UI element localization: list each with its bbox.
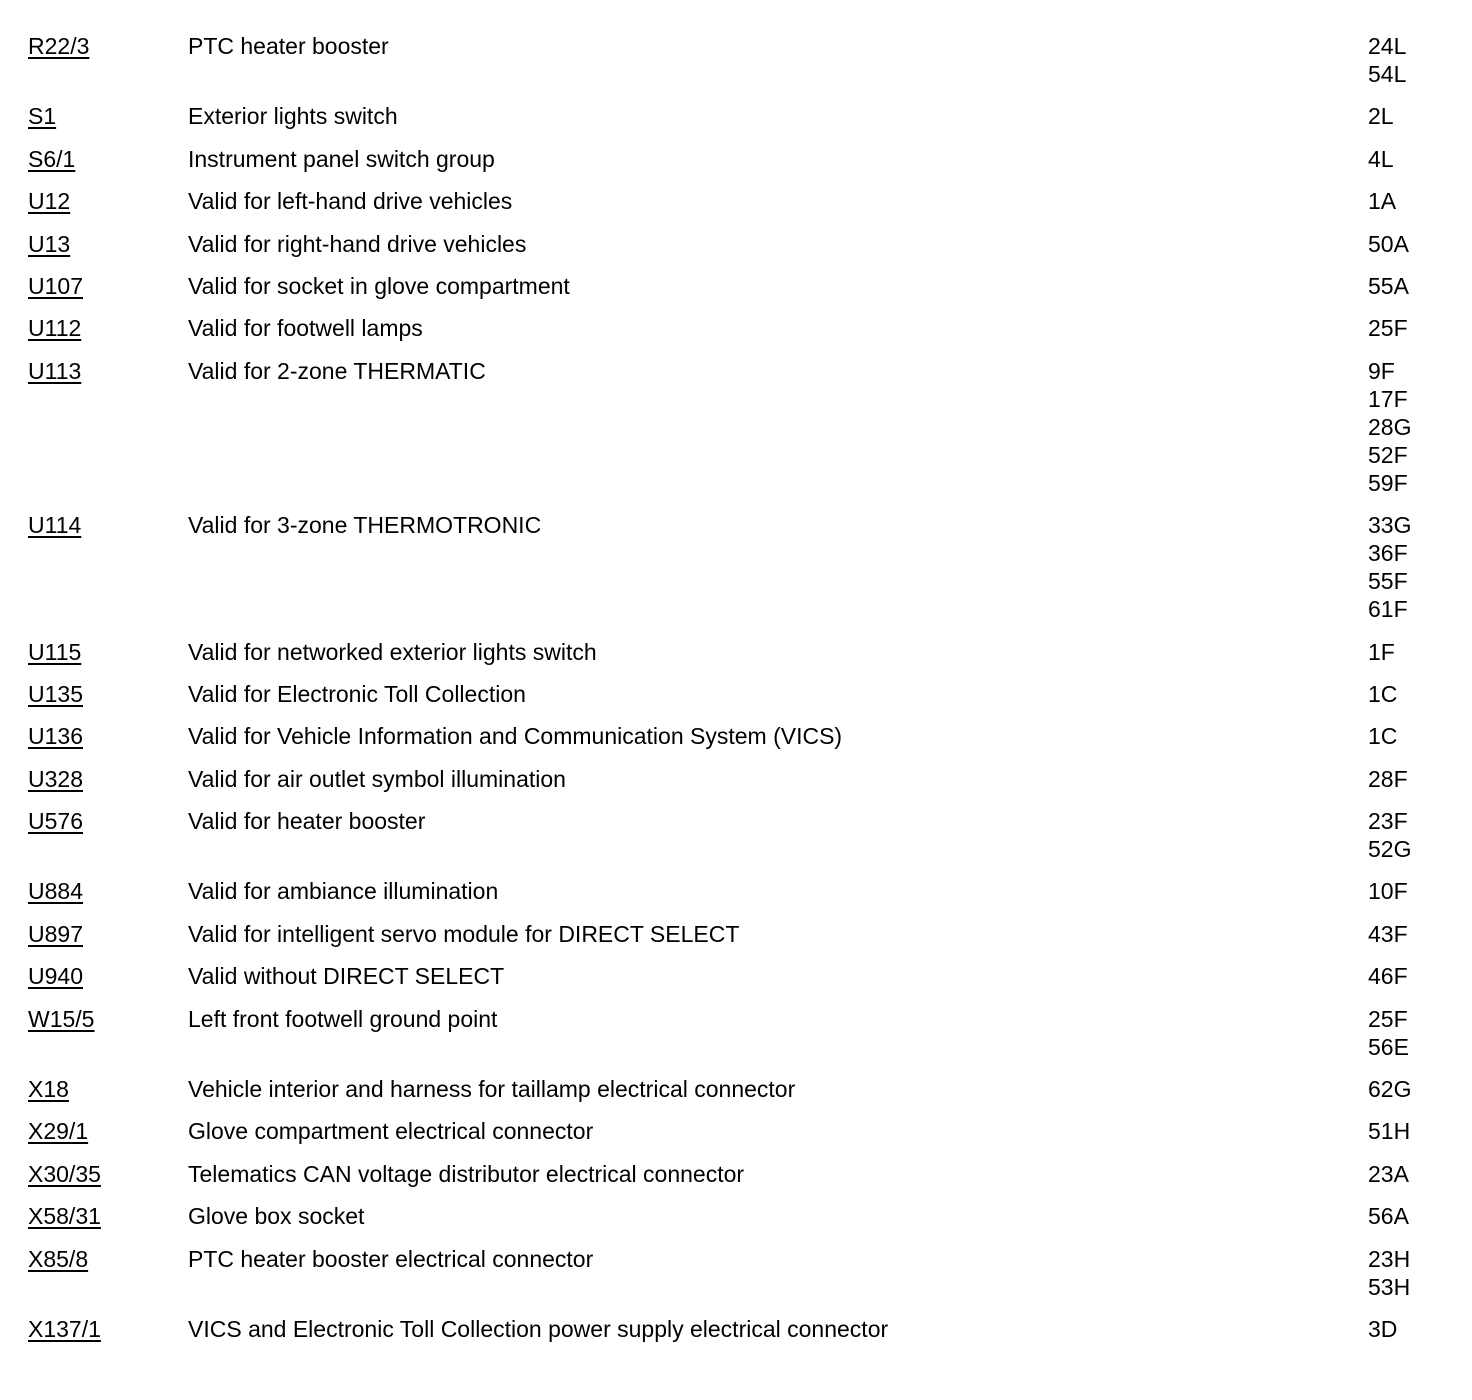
grid-reference: 33G — [1368, 512, 1412, 539]
grid-reference-list — [1368, 962, 1448, 990]
grid-reference: 28F — [1368, 765, 1408, 792]
component-code-cell — [28, 32, 188, 60]
component-code-cell — [28, 962, 188, 990]
legend-row — [28, 807, 1448, 863]
component-code-link[interactable]: U114 — [28, 512, 82, 539]
grid-reference: 62G — [1368, 1076, 1412, 1103]
legend-row — [28, 920, 1448, 948]
component-code-cell — [28, 920, 188, 948]
component-code-link[interactable]: X18 — [28, 1076, 69, 1103]
grid-reference-list — [1368, 680, 1448, 708]
grid-reference-list — [1368, 1245, 1448, 1301]
grid-reference: 23A — [1368, 1160, 1409, 1187]
component-code-link[interactable]: U576 — [28, 808, 83, 835]
grid-reference-list — [1368, 102, 1448, 130]
component-legend-table — [28, 32, 1448, 1357]
component-description: Valid for networked exterior lights switch — [188, 638, 597, 665]
legend-row — [28, 357, 1448, 497]
grid-reference: 2L — [1368, 103, 1394, 130]
component-code-cell — [28, 145, 188, 173]
component-code-cell — [28, 357, 188, 385]
component-code-link[interactable]: U940 — [28, 963, 83, 990]
component-description: PTC heater booster electrical connector — [188, 1245, 594, 1272]
component-code-link[interactable]: X137/1 — [28, 1315, 101, 1342]
component-code-cell — [28, 722, 188, 750]
grid-reference: 1C — [1368, 723, 1398, 750]
legend-row — [28, 1315, 1448, 1343]
legend-row — [28, 638, 1448, 666]
grid-reference: 23F — [1368, 808, 1408, 835]
legend-row — [28, 1117, 1448, 1145]
component-code-cell — [28, 1075, 188, 1103]
grid-reference: 17F — [1368, 385, 1408, 412]
component-code-cell — [28, 680, 188, 708]
component-description: Valid for socket in glove compartment — [188, 272, 570, 299]
grid-reference: 46F — [1368, 963, 1408, 990]
component-description: Valid for heater booster — [188, 808, 426, 835]
component-description: Vehicle interior and harness for taillamp electrical connector — [188, 1076, 796, 1103]
grid-reference: 51H — [1368, 1118, 1411, 1145]
component-code-link[interactable]: U107 — [28, 272, 83, 299]
component-code-link[interactable]: U135 — [28, 680, 83, 707]
component-code-cell — [28, 272, 188, 300]
grid-reference: 10F — [1368, 878, 1408, 905]
component-code-link[interactable]: X85/8 — [28, 1245, 89, 1272]
legend-row — [28, 877, 1448, 905]
component-description: Telematics CAN voltage distributor electrical connector — [188, 1160, 745, 1187]
component-description: Valid for right-hand drive vehicles — [188, 230, 527, 257]
component-description: Valid for 2-zone THERMATIC — [188, 357, 486, 384]
grid-reference: 43F — [1368, 920, 1408, 947]
grid-reference-list — [1368, 1202, 1448, 1230]
component-code-cell — [28, 187, 188, 215]
component-code-link[interactable]: U897 — [28, 920, 83, 947]
component-description: Instrument panel switch group — [188, 145, 495, 172]
component-code-cell — [28, 807, 188, 835]
legend-row — [28, 962, 1448, 990]
component-description: VICS and Electronic Toll Collection power supply electrical connector — [188, 1315, 889, 1342]
component-code-link[interactable]: U328 — [28, 765, 83, 792]
component-code-cell — [28, 511, 188, 539]
legend-row — [28, 1075, 1448, 1103]
component-description: Valid for left-hand drive vehicles — [188, 188, 513, 215]
grid-reference-list — [1368, 1315, 1448, 1343]
legend-row — [28, 1202, 1448, 1230]
component-code-link[interactable]: U13 — [28, 230, 71, 257]
grid-reference-list — [1368, 1117, 1448, 1145]
grid-reference: 28G — [1368, 413, 1412, 440]
component-code-cell — [28, 314, 188, 342]
grid-reference: 54L — [1368, 61, 1407, 87]
legend-row — [28, 145, 1448, 173]
grid-reference: 4L — [1368, 145, 1394, 172]
grid-reference-list — [1368, 765, 1448, 793]
component-code-cell — [28, 1245, 188, 1273]
component-description: Glove compartment electrical connector — [188, 1118, 594, 1145]
grid-reference: 23H — [1368, 1245, 1411, 1272]
grid-reference: 53H — [1368, 1273, 1411, 1300]
grid-reference: 55A — [1368, 272, 1409, 299]
grid-reference: 52F — [1368, 441, 1408, 468]
grid-reference-list — [1368, 807, 1448, 863]
grid-reference-list — [1368, 230, 1448, 258]
grid-reference-list — [1368, 638, 1448, 666]
legend-row — [28, 32, 1448, 88]
grid-reference: 59F — [1368, 469, 1408, 496]
component-code-link[interactable]: S1 — [28, 103, 57, 130]
legend-row — [28, 272, 1448, 300]
component-code-link[interactable]: X29/1 — [28, 1118, 89, 1145]
component-code-cell — [28, 1005, 188, 1033]
grid-reference: 56A — [1368, 1203, 1409, 1230]
component-code-link[interactable]: U115 — [28, 638, 82, 665]
component-code-cell — [28, 877, 188, 905]
grid-reference: 1F — [1368, 638, 1395, 665]
legend-row — [28, 511, 1448, 623]
grid-reference-list — [1368, 145, 1448, 173]
legend-row — [28, 187, 1448, 215]
legend-row — [28, 765, 1448, 793]
grid-reference: 1A — [1368, 188, 1397, 215]
grid-reference: 56E — [1368, 1033, 1409, 1060]
grid-reference: 52G — [1368, 836, 1412, 863]
component-code-cell — [28, 1117, 188, 1145]
legend-row — [28, 1245, 1448, 1301]
component-code-cell — [28, 765, 188, 793]
grid-reference: 1C — [1368, 680, 1398, 707]
component-description: Valid without DIRECT SELECT — [188, 963, 505, 990]
component-description: Glove box socket — [188, 1203, 365, 1230]
component-description: Valid for Vehicle Information and Communication System (VICS) — [188, 723, 843, 750]
grid-reference: 25F — [1368, 315, 1408, 342]
component-code-link[interactable]: U112 — [28, 315, 82, 342]
component-code-cell — [28, 1160, 188, 1188]
grid-reference: 50A — [1368, 230, 1409, 257]
component-description: Valid for intelligent servo module for DIRECT SELECT — [188, 920, 740, 947]
legend-row — [28, 680, 1448, 708]
component-code-cell — [28, 230, 188, 258]
component-code-link[interactable]: U113 — [28, 357, 82, 384]
grid-reference: 3D — [1368, 1315, 1398, 1342]
component-code-link[interactable]: X58/31 — [28, 1203, 101, 1230]
component-code-link[interactable]: U884 — [28, 878, 83, 905]
legend-row — [28, 722, 1448, 750]
grid-reference: 61F — [1368, 596, 1408, 623]
component-code-link[interactable]: X30/35 — [28, 1160, 101, 1187]
grid-reference-list — [1368, 1160, 1448, 1188]
grid-reference-list — [1368, 187, 1448, 215]
grid-reference: 25F — [1368, 1005, 1408, 1032]
component-description: Valid for air outlet symbol illumination — [188, 765, 566, 792]
component-code-link[interactable]: R22/3 — [28, 33, 90, 59]
component-code-link[interactable]: W15/5 — [28, 1005, 95, 1032]
component-description: Valid for footwell lamps — [188, 315, 423, 342]
grid-reference-list — [1368, 722, 1448, 750]
component-code-cell — [28, 1202, 188, 1230]
grid-reference-list — [1368, 1005, 1448, 1061]
component-description: PTC heater booster — [188, 33, 389, 59]
component-code-link[interactable]: U12 — [28, 188, 71, 215]
grid-reference-list — [1368, 32, 1448, 88]
legend-row — [28, 1160, 1448, 1188]
legend-row — [28, 314, 1448, 342]
component-code-link[interactable]: S6/1 — [28, 145, 76, 172]
legend-row — [28, 230, 1448, 258]
component-description: Exterior lights switch — [188, 103, 398, 130]
grid-reference-list — [1368, 877, 1448, 905]
grid-reference-list — [1368, 272, 1448, 300]
component-description: Left front footwell ground point — [188, 1005, 498, 1032]
component-description: Valid for 3-zone THERMOTRONIC — [188, 512, 542, 539]
grid-reference-list — [1368, 511, 1448, 623]
grid-reference-list — [1368, 1075, 1448, 1103]
component-code-cell — [28, 1315, 188, 1343]
component-description: Valid for Electronic Toll Collection — [188, 680, 526, 707]
legend-row — [28, 102, 1448, 130]
component-description: Valid for ambiance illumination — [188, 878, 499, 905]
component-code-cell — [28, 638, 188, 666]
grid-reference: 55F — [1368, 568, 1408, 595]
grid-reference-list — [1368, 920, 1448, 948]
legend-row — [28, 1005, 1448, 1061]
grid-reference-list — [1368, 357, 1448, 497]
grid-reference: 9F — [1368, 357, 1395, 384]
grid-reference: 24L — [1368, 33, 1407, 59]
grid-reference: 36F — [1368, 540, 1408, 567]
grid-reference-list — [1368, 314, 1448, 342]
component-code-link[interactable]: U136 — [28, 723, 83, 750]
component-code-cell — [28, 102, 188, 130]
